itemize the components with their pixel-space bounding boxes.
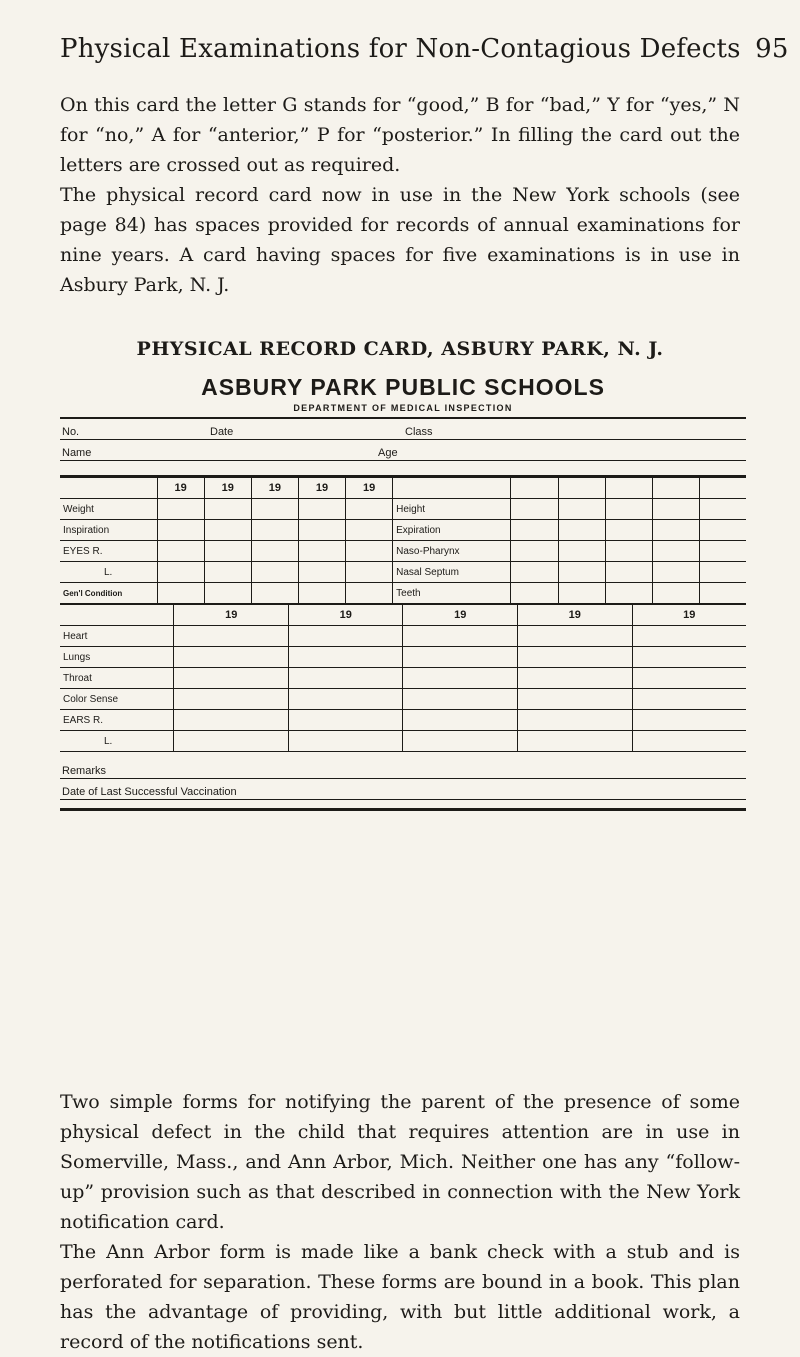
eyes-right-label <box>60 541 157 562</box>
eye-side: L. <box>60 562 157 583</box>
no-label: No. <box>62 426 80 438</box>
table-row <box>60 583 746 604</box>
year-header: 19 <box>204 477 251 499</box>
ears-right-label <box>60 710 174 731</box>
paragraph: The physical record card now in use in the New York schools (see page 84) has spaces provided for records of annual examinations for nine years. A card having spaces for five examinations is in use in Asbury Park, N. J. <box>60 184 740 296</box>
throat-label: Throat <box>60 668 174 689</box>
height-label: Height <box>393 499 511 520</box>
ear-side: R. <box>93 714 104 726</box>
table-row <box>60 499 746 520</box>
table-row <box>60 626 746 647</box>
remarks-label: Remarks <box>62 765 107 777</box>
year-header: 19 <box>251 477 298 499</box>
running-header <box>60 34 789 64</box>
year-header: 19 <box>174 605 289 626</box>
header-title: Physical Examinations for Non-Contagious Defects <box>60 34 741 64</box>
table-row <box>60 541 746 562</box>
annual-measures-table <box>60 475 746 604</box>
paragraph: Two simple forms for notifying the parent of the presence of some physical defect in the child that requires attention are in use in Somerville, Mass., and Ann Arbor, Mich. Neither one has any “follow-up” provision such as that described in connection with the New York notification card. <box>60 1091 740 1233</box>
vaccination-label: Date of Last Successful Vaccination <box>62 786 237 798</box>
table-row <box>60 710 746 731</box>
nasal-septum-label: Nasal Septum <box>393 562 511 583</box>
paragraph: On this card the letter G stands for “good,” B for “bad,” Y for “yes,” N for “no,” A for “anterior,” P for “posterior.” In filling the card out the letters are crossed out as required. <box>60 94 740 176</box>
vaccination-line <box>60 779 746 800</box>
year-header: 19 <box>346 477 393 499</box>
name-label: Name <box>62 447 92 459</box>
figure-caption: PHYSICAL RECORD CARD, ASBURY PARK, N. J. <box>136 338 664 360</box>
table-row <box>60 647 746 668</box>
remarks-line <box>60 758 746 779</box>
year-header: 19 <box>518 605 633 626</box>
table-row <box>60 668 746 689</box>
year-header: 19 <box>298 477 345 499</box>
table-row <box>60 605 746 626</box>
organ-exam-table <box>60 604 746 752</box>
card-title: ASBURY PARK PUBLIC SCHOOLS <box>201 374 605 400</box>
table-row <box>60 689 746 710</box>
ear-side: L. <box>60 731 174 752</box>
page-number: 95 <box>755 34 789 64</box>
closing-text <box>60 1087 740 1357</box>
weight-label: Weight <box>60 499 157 520</box>
general-condition-label: Gen'l Condition <box>60 583 157 604</box>
date-label: Date <box>210 426 234 438</box>
year-header: 19 <box>288 605 403 626</box>
ears-label: EARS <box>63 714 91 726</box>
no-date-class-line <box>60 419 746 440</box>
name-age-line <box>60 440 746 461</box>
age-label: Age <box>378 447 398 459</box>
lungs-label: Lungs <box>60 647 174 668</box>
color-sense-label: Color Sense <box>60 689 174 710</box>
teeth-label: Teeth <box>393 583 511 604</box>
divider <box>60 808 746 811</box>
inspiration-label: Inspiration <box>60 520 157 541</box>
year-header: 19 <box>403 605 518 626</box>
card-subtitle: DEPARTMENT OF MEDICAL INSPECTION <box>293 403 513 413</box>
table-row <box>60 731 746 752</box>
naso-pharynx-label: Naso-Pharynx <box>393 541 511 562</box>
class-label: Class <box>405 426 433 438</box>
record-card <box>60 370 746 811</box>
table-row <box>60 477 746 499</box>
year-header: 19 <box>632 605 746 626</box>
heart-label: Heart <box>60 626 174 647</box>
intro-text <box>60 90 740 300</box>
expiration-label: Expiration <box>393 520 511 541</box>
table-row <box>60 562 746 583</box>
eyes-label: EYES <box>63 545 90 557</box>
paragraph: The Ann Arbor form is made like a bank check with a stub and is perforated for separation. These forms are bound in a book. This plan has the advantage of providing, with but little additional work, a record of the notifications sent. <box>60 1241 740 1353</box>
year-header: 19 <box>157 477 204 499</box>
eye-side: R. <box>92 545 103 557</box>
table-row <box>60 520 746 541</box>
